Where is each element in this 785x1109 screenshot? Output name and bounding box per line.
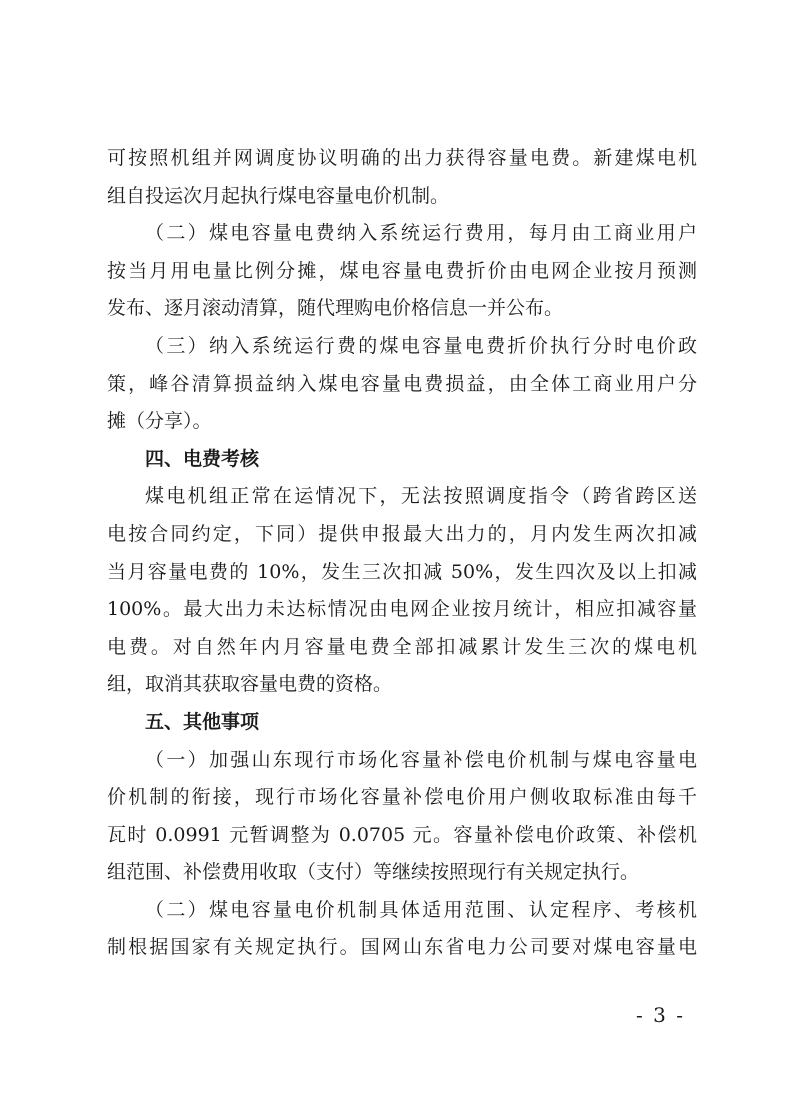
paragraph-line: 当月容量电费的 10%，发生三次扣减 50%，发生四次及以上扣减 bbox=[107, 560, 697, 583]
paragraph-line: 煤电机组正常在运情况下，无法按照调度指令（跨省跨区送 bbox=[145, 485, 697, 508]
paragraph-line: 瓦时 0.0991 元暂调整为 0.0705 元。容量补偿电价政策、补偿机 bbox=[107, 823, 697, 846]
paragraph-line: 发布、逐月滚动清算，随代理购电价格信息一并公布。 bbox=[107, 297, 564, 320]
paragraph-line: 组范围、补偿费用收取（支付）等继续按照现行有关规定执行。 bbox=[107, 861, 640, 884]
paragraph-line: 价机制的衔接，现行市场化容量补偿电价用户侧收取标准由每千 bbox=[107, 786, 697, 809]
paragraph-line: 电按合同约定，下同）提供申报最大出力的，月内发生两次扣减 bbox=[107, 522, 697, 545]
paragraph-line: （一）加强山东现行市场化容量补偿电价机制与煤电容量电 bbox=[145, 748, 697, 771]
paragraph-line: 策，峰谷清算损益纳入煤电容量电费损益，由全体工商业用户分 bbox=[107, 372, 697, 395]
section-heading: 五、其他事项 bbox=[145, 710, 260, 733]
paragraph-line: 100%。最大出力未达标情况由电网企业按月统计，相应扣减容量 bbox=[107, 598, 697, 621]
paragraph-line: 组，取消其获取容量电费的资格。 bbox=[107, 673, 393, 696]
paragraph-line: （二）煤电容量电费纳入系统运行费用，每月由工商业用户 bbox=[145, 222, 697, 245]
body-text bbox=[107, 140, 697, 967]
paragraph-line: 电费。对自然年内月容量电费全部扣减累计发生三次的煤电机 bbox=[107, 635, 697, 658]
paragraph-line: （三）纳入系统运行费的煤电容量电费折价执行分时电价政 bbox=[145, 334, 697, 357]
section-heading: 四、电费考核 bbox=[145, 447, 260, 470]
paragraph-line: 摊（分享）。 bbox=[107, 410, 212, 433]
paragraph-line: 组自投运次月起执行煤电容量电价机制。 bbox=[107, 184, 450, 207]
page-number: - 3 - bbox=[636, 1003, 685, 1027]
paragraph-line: 可按照机组并网调度协议明确的出力获得容量电费。新建煤电机 bbox=[107, 147, 697, 169]
paragraph-line: （二）煤电容量电价机制具体适用范围、认定程序、考核机 bbox=[145, 898, 697, 921]
paragraph-line: 制根据国家有关规定执行。国网山东省电力公司要对煤电容量电 bbox=[107, 936, 697, 959]
paragraph-line: 按当月用电量比例分摊，煤电容量电费折价由电网企业按月预测 bbox=[107, 259, 697, 282]
